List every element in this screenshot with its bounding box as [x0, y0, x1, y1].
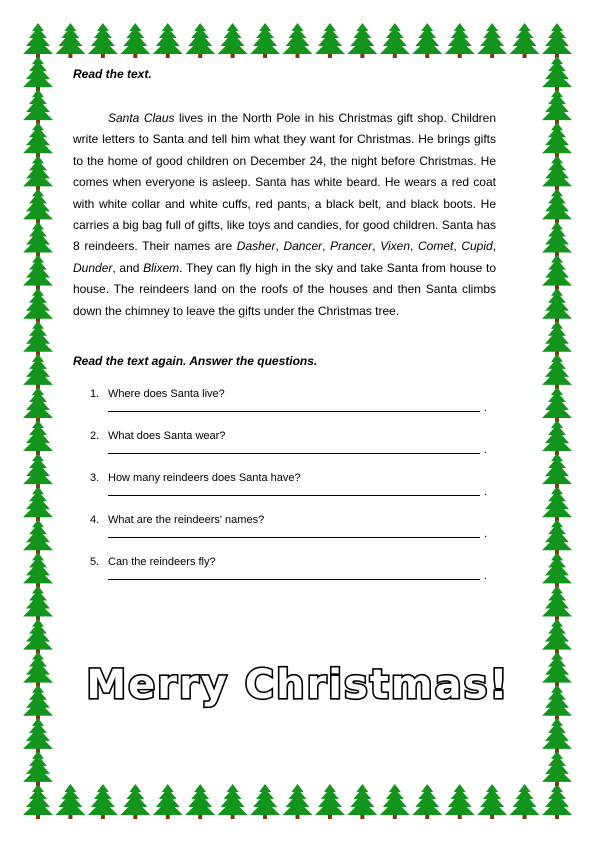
- christmas-tree-icon: [542, 255, 572, 290]
- christmas-tree-icon: [542, 453, 572, 488]
- christmas-tree-icon: [55, 23, 85, 58]
- italic-name: Cupid: [461, 239, 493, 254]
- christmas-tree-icon: [510, 784, 540, 819]
- christmas-tree-icon: [23, 122, 53, 157]
- question-item: [73, 430, 496, 472]
- reading-text: ,: [453, 239, 462, 254]
- answer-line[interactable]: [108, 411, 480, 412]
- christmas-tree-icon: [23, 718, 53, 753]
- question-text: What are the reindeers' names?: [108, 514, 265, 527]
- christmas-tree-icon: [542, 122, 572, 157]
- christmas-tree-icon: [542, 486, 572, 521]
- question-item: [73, 514, 496, 556]
- italic-name: Blixem: [143, 260, 180, 275]
- question-item: [73, 556, 496, 598]
- christmas-tree-icon: [542, 56, 572, 91]
- christmas-tree-icon: [120, 784, 150, 819]
- worksheet-content: [73, 66, 496, 598]
- answer-line[interactable]: [108, 453, 480, 454]
- christmas-tree-icon: [218, 784, 248, 819]
- answer-line[interactable]: [108, 537, 480, 538]
- christmas-tree-icon: [477, 784, 507, 819]
- christmas-tree-icon: [23, 486, 53, 521]
- christmas-tree-icon: [23, 56, 53, 91]
- christmas-tree-icon: [542, 552, 572, 587]
- christmas-tree-icon: [250, 23, 280, 58]
- christmas-tree-icon: [542, 420, 572, 455]
- christmas-tree-icon: [445, 784, 475, 819]
- answer-line-period: .: [484, 570, 488, 583]
- italic-name: Vixen: [380, 239, 410, 254]
- christmas-tree-icon: [23, 784, 53, 819]
- christmas-tree-icon: [542, 751, 572, 786]
- christmas-tree-icon: [23, 420, 53, 455]
- question-text: How many reindeers does Santa have?: [108, 472, 301, 485]
- greeting: [0, 654, 595, 717]
- christmas-tree-icon: [542, 784, 572, 819]
- italic-name: Dunder: [73, 260, 113, 275]
- christmas-tree-icon: [283, 23, 313, 58]
- reading-text: ,: [410, 239, 418, 254]
- reading-text: ,: [322, 239, 331, 254]
- christmas-tree-icon: [412, 784, 442, 819]
- christmas-tree-icon: [380, 784, 410, 819]
- reading-text: ,: [372, 239, 381, 254]
- christmas-tree-icon: [542, 387, 572, 422]
- answer-line[interactable]: [108, 579, 480, 580]
- reading-text: ,: [492, 239, 497, 254]
- question-number: 2.: [90, 430, 100, 443]
- question-number: 3.: [90, 472, 100, 485]
- christmas-tree-icon: [542, 354, 572, 389]
- reading-heading: Read the text.: [73, 67, 152, 81]
- italic-name: Santa Claus: [108, 111, 175, 125]
- reading-text: lives in the North Pole in his Christmas gift shop. Children write letters to Santa and tell him what they want for Christmas. He brings gifts to the home of good children on December 24, the night before Christmas. He comes when everyone is asleep. Santa has white beard. He wears a red coat with white collar and white cuffs, red pants, a black belt, and black boots. He carries a big bag full of gifts, like toys and candies, for good children. Santa has 8 reindeers. Their names are: [73, 111, 496, 254]
- christmas-tree-icon: [23, 288, 53, 323]
- reading-text: ,: [275, 239, 284, 254]
- christmas-tree-icon: [23, 155, 53, 190]
- answer-line[interactable]: [108, 495, 480, 496]
- christmas-tree-icon: [445, 23, 475, 58]
- question-text: What does Santa wear?: [108, 430, 226, 443]
- reading-text: . They can fly high in the sky and take Santa from house to house. The reindeers land on the roofs of the houses and then Santa climbs down the chimney to leave the gifts under the Christmas tree.: [73, 260, 496, 318]
- christmas-tree-icon: [250, 784, 280, 819]
- christmas-tree-icon: [185, 784, 215, 819]
- question-item: [73, 388, 496, 430]
- christmas-tree-icon: [347, 23, 377, 58]
- christmas-tree-icon: [120, 23, 150, 58]
- italic-name: Dancer: [283, 239, 323, 254]
- christmas-tree-icon: [23, 89, 53, 124]
- christmas-tree-icon: [347, 784, 377, 819]
- christmas-tree-icon: [153, 784, 183, 819]
- answer-line-period: .: [484, 402, 488, 415]
- christmas-tree-icon: [380, 23, 410, 58]
- christmas-tree-icon: [88, 784, 118, 819]
- question-list: [73, 388, 496, 598]
- christmas-tree-icon: [153, 23, 183, 58]
- answer-line-period: .: [484, 486, 488, 499]
- christmas-tree-icon: [23, 255, 53, 290]
- christmas-tree-icon: [542, 585, 572, 620]
- christmas-tree-icon: [412, 23, 442, 58]
- christmas-tree-icon: [23, 552, 53, 587]
- christmas-tree-icon: [23, 619, 53, 654]
- question-text: Where does Santa live?: [108, 388, 225, 401]
- christmas-tree-icon: [283, 784, 313, 819]
- question-item: [73, 472, 496, 514]
- christmas-tree-icon: [23, 222, 53, 257]
- christmas-tree-icon: [23, 354, 53, 389]
- christmas-tree-icon: [88, 23, 118, 58]
- christmas-tree-icon: [542, 155, 572, 190]
- christmas-tree-icon: [542, 23, 572, 58]
- question-number: 4.: [90, 514, 100, 527]
- reading-paragraph: [73, 108, 496, 322]
- question-number: 5.: [90, 556, 100, 569]
- christmas-tree-icon: [23, 585, 53, 620]
- greeting-title: [85, 654, 510, 712]
- christmas-tree-icon: [542, 89, 572, 124]
- christmas-tree-icon: [542, 321, 572, 356]
- question-number: 1.: [90, 388, 100, 401]
- christmas-tree-icon: [23, 387, 53, 422]
- answer-line-period: .: [484, 444, 488, 457]
- italic-name: Comet: [418, 239, 454, 254]
- christmas-tree-icon: [542, 222, 572, 257]
- christmas-tree-icon: [218, 23, 248, 58]
- greeting-text: Merry Christmas!: [85, 662, 510, 708]
- christmas-tree-icon: [23, 519, 53, 554]
- reading-text: , and: [112, 260, 144, 275]
- christmas-tree-icon: [23, 188, 53, 223]
- answer-line-period: .: [484, 528, 488, 541]
- christmas-tree-icon: [23, 23, 53, 58]
- christmas-tree-icon: [23, 453, 53, 488]
- christmas-tree-icon: [315, 784, 345, 819]
- christmas-tree-icon: [542, 619, 572, 654]
- christmas-tree-icon: [477, 23, 507, 58]
- christmas-tree-icon: [185, 23, 215, 58]
- christmas-tree-icon: [542, 519, 572, 554]
- italic-name: Dasher: [236, 239, 276, 254]
- christmas-tree-icon: [542, 188, 572, 223]
- christmas-tree-icon: [510, 23, 540, 58]
- christmas-tree-icon: [542, 718, 572, 753]
- christmas-tree-icon: [55, 784, 85, 819]
- italic-name: Prancer: [330, 239, 373, 254]
- christmas-tree-icon: [23, 751, 53, 786]
- christmas-tree-icon: [542, 288, 572, 323]
- christmas-tree-icon: [23, 321, 53, 356]
- questions-heading: Read the text again. Answer the questions.: [73, 354, 318, 369]
- question-text: Can the reindeers fly?: [108, 556, 216, 569]
- christmas-tree-icon: [315, 23, 345, 58]
